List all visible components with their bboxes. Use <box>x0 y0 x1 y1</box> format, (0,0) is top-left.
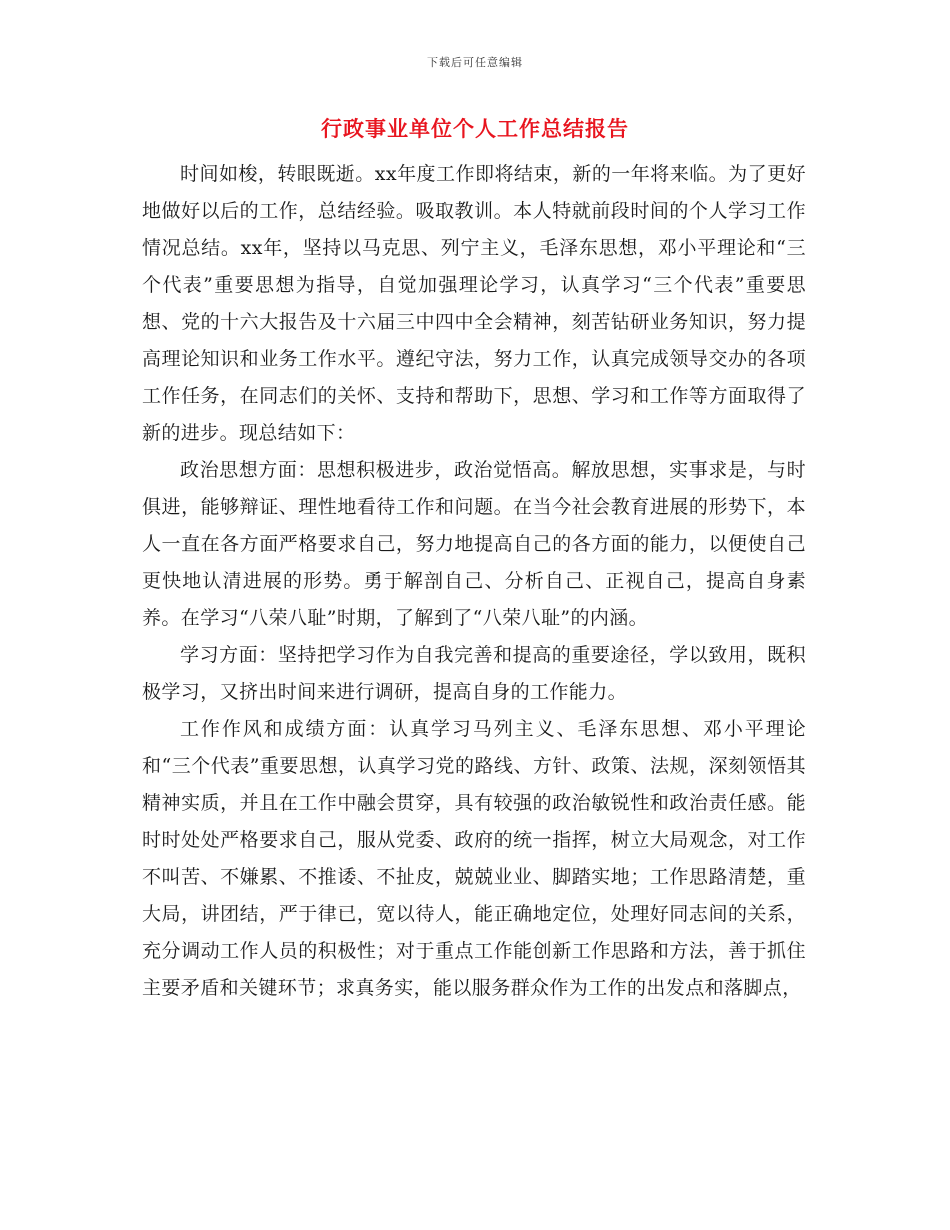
document-title: 行政事业单位个人工作总结报告 <box>321 116 629 141</box>
paragraph-work-style: 工作作风和成绩方面：认真学习马列主义、毛泽东思想、邓小平理论和“三个代表”重要思想，认真学习党的路线、方针、政策、法规，深刻领悟其精神实质，并且在工作中融会贯穿，具有较强的政治敏锐性和政治责任感。能时时处处严格要求自己，服从党委、政府的统一指挥，树立大局观念，对工作不叫苦、不嫌累、不推诿、不扯皮，兢兢业业、脚踏实地；工作思路清楚，重大局，讲团结，严于律已，宽以待人，能正确地定位，处理好同志间的关系，充分调动工作人员的积极性；对于重点工作能创新工作思路和方法，善于抓住主要矛盾和关键环节；求真务实，能以服务群众作为工作的出发点和落脚点， <box>142 718 806 999</box>
paragraph-political: 政治思想方面：思想积极进步，政治觉悟高。解放思想，实事求是，与时俱进，能够辩证、理性地看待工作和问题。在当今社会教育进展的形势下，本人一直在各方面严格要求自己，努力地提高自己的各方面的能力，以便使自己更快地认清进展的形势。勇于解剖自己、分析自己、正视自己，提高自身素养。在学习“八荣八耻”时期，了解到了“八荣八耻”的内涵。 <box>142 459 806 629</box>
paragraph-intro: 时间如梭，转眼既逝。xx年度工作即将结束，新的一年将来临。为了更好地做好以后的工作，总结经验。吸取教训。本人特就前段时间的个人学习工作情况总结。xx年，坚持以马克思、列宁主义，毛泽东思想，邓小平理论和“三个代表”重要思想为指导，自觉加强理论学习，认真学习“三个代表”重要思想、党的十六大报告及十六届三中四中全会精神，刻苦钻研业务知识，努力提高理论知识和业务工作水平。遵纪守法，努力工作，认真完成领导交办的各项工作任务，在同志们的关怀、支持和帮助下，思想、学习和工作等方面取得了新的进步。现总结如下： <box>142 163 806 444</box>
paragraph-study: 学习方面：坚持把学习作为自我完善和提高的重要途径，学以致用，既积极学习，又挤出时间来进行调研，提高自身的工作能力。 <box>142 644 806 703</box>
header-note: 下载后可任意编辑 <box>427 56 523 69</box>
document-body <box>142 156 806 1007</box>
